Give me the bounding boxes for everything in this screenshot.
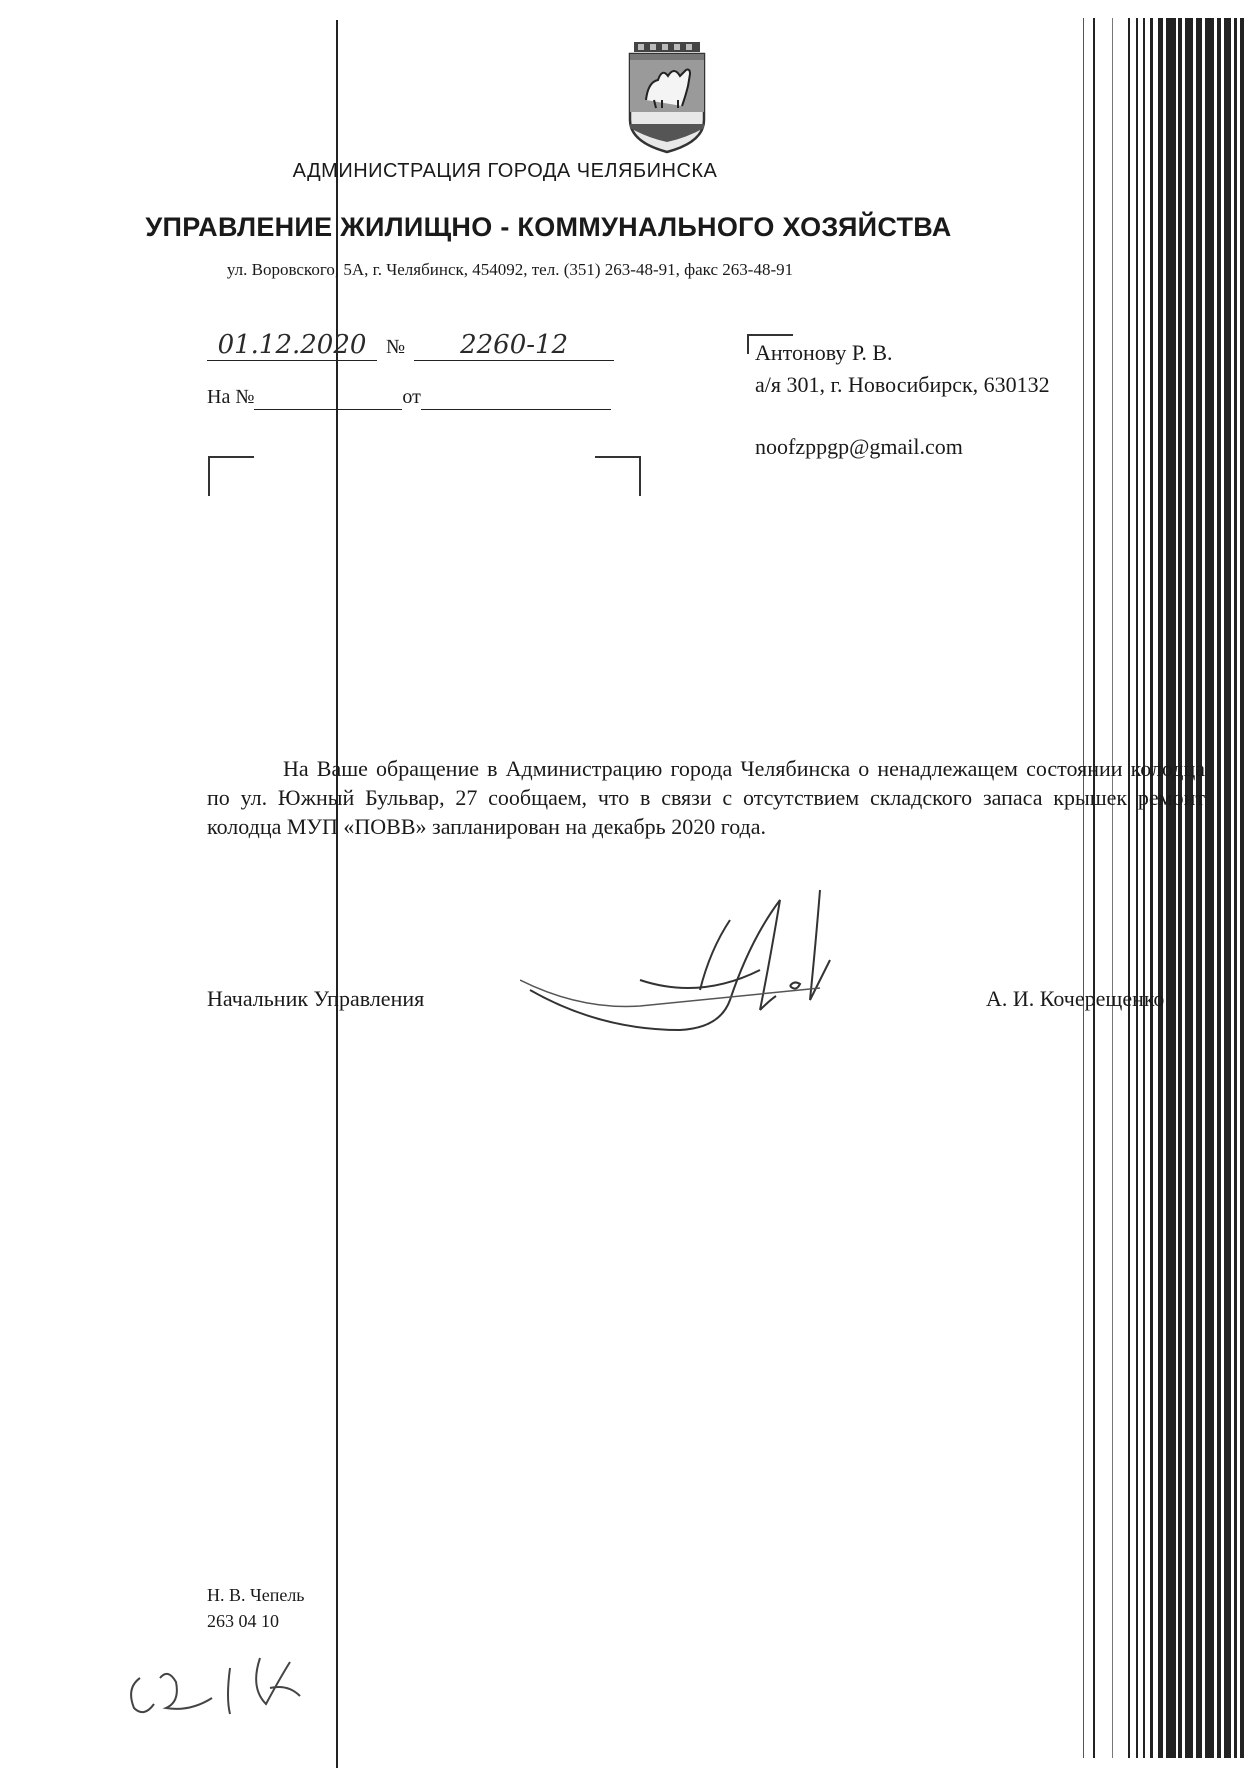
registration-line xyxy=(207,330,614,361)
scan-line xyxy=(1093,18,1095,1758)
scan-line xyxy=(1234,18,1237,1758)
reference-line xyxy=(207,386,611,410)
scan-line xyxy=(1143,18,1145,1758)
coat-of-arms-icon xyxy=(626,42,708,154)
executor-block xyxy=(207,1582,305,1634)
scan-line xyxy=(1136,18,1138,1758)
scan-line xyxy=(1166,18,1176,1758)
executor-name: Н. В. Чепель xyxy=(207,1585,305,1605)
address-corner-right xyxy=(595,456,641,496)
scan-line xyxy=(1196,18,1202,1758)
recipient-email: noofzppgp@gmail.com xyxy=(755,434,963,459)
scan-line xyxy=(1178,18,1182,1758)
executor-phone: 263 04 10 xyxy=(207,1611,279,1631)
registration-number: 2260-12 xyxy=(414,330,614,361)
address-corner-left xyxy=(208,456,254,496)
number-label: № xyxy=(386,336,406,358)
scan-line xyxy=(1205,18,1214,1758)
scan-line xyxy=(1150,18,1153,1758)
scan-line xyxy=(1083,18,1084,1758)
department-address: ул. Воровского, 5А, г. Челябинск, 454092, тел. (351) 263-48-91, факс 263-48-91 xyxy=(226,260,794,279)
reference-from-label: от xyxy=(402,386,421,408)
signer-name: А. И. Кочерещенко xyxy=(986,986,1165,1011)
department-name: УПРАВЛЕНИЕ ЖИЛИЩНО - КОММУНАЛЬНОГО ХОЗЯЙСТВА xyxy=(145,212,952,242)
handwritten-initials xyxy=(120,1648,320,1728)
scan-line xyxy=(1112,18,1113,1758)
scan-line xyxy=(336,20,338,1768)
scan-line xyxy=(1240,18,1244,1758)
signer-position: Начальник Управления xyxy=(207,986,425,1011)
scan-line xyxy=(1217,18,1221,1758)
handwritten-signature xyxy=(520,880,850,1050)
recipient-name: Антонову Р. В. xyxy=(755,340,893,365)
registration-date: 01.12.2020 xyxy=(207,330,377,361)
organization-name: АДМИНИСТРАЦИЯ ГОРОДА ЧЕЛЯБИНСКА xyxy=(292,160,718,182)
scan-line xyxy=(1185,18,1193,1758)
reference-label: На № xyxy=(207,386,255,408)
body-paragraph: На Ваше обращение в Администрацию города Челябинска о ненадлежащем состоянии колодца по ул. Южный Бульвар, 27 сообщаем, что в связи с отсутствием складского запаса крышек ремонт колодца МУП «ПОВВ» запланирован на декабрь 2020 года. xyxy=(207,756,1205,839)
scan-line xyxy=(1128,18,1130,1758)
scan-line xyxy=(1158,18,1163,1758)
scan-line xyxy=(1224,18,1231,1758)
recipient-address: а/я 301, г. Новосибирск, 630132 xyxy=(755,372,1050,397)
letter-body xyxy=(207,754,1205,841)
